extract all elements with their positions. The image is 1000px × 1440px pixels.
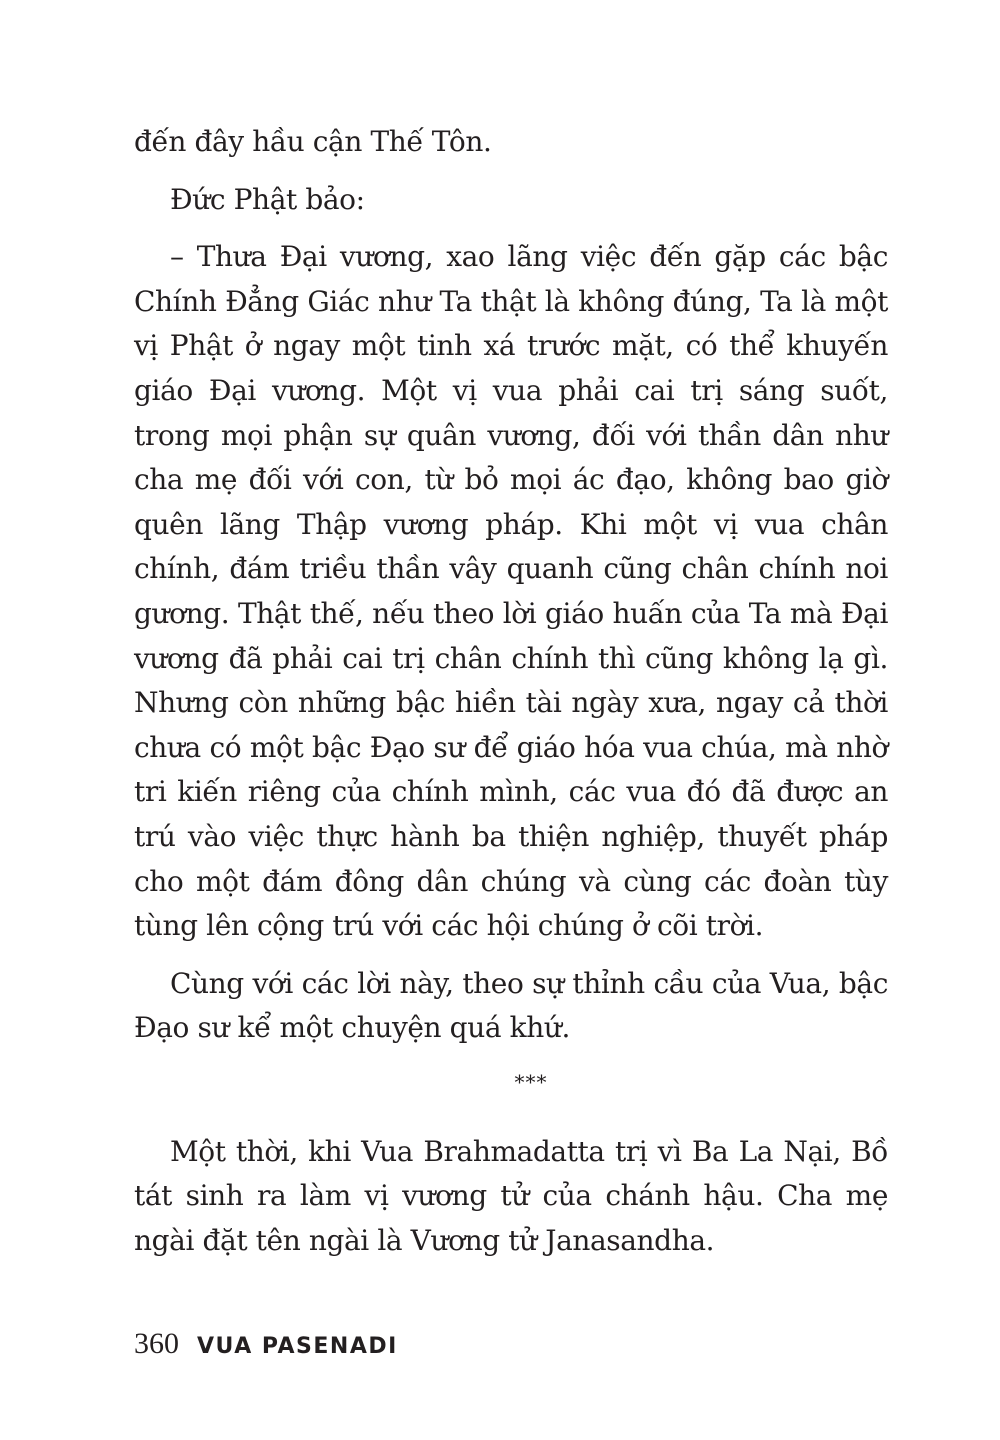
section-separator: *** [514,1069,548,1094]
paragraph-continuation: đến đây hầu cận Thế Tôn. [134,125,492,158]
paragraph-janasandha: Một thời, khi Vua Brahmadatta trị vì Ba La Nại, Bồ tát sinh ra làm vị vương tử của chánh hậu. Cha mẹ ngài đặt tên ngài là Vương tử Janasandha. [134,1134,888,1258]
paragraph-buddha-speech: – Thưa Đại vương, xao lãng việc đến gặp các bậc Chính Đẳng Giác như Ta thật là không đúng, Ta là một vị Phật ở ngay một tinh xá trước mặt, có thể khuyến giáo Đại vương. Một vị vua phải cai trị sáng suốt, trong mọi phận sự quân vương, đối với thần dân như cha mẹ đối với con, từ bỏ mọi ác đạo, không bao giờ quên lãng Thập vương pháp. Khi một vị vua chân chính, đám triều thần vây quanh cũng chân chính noi gương. Thật thế, nếu theo lời giáo huấn của Ta mà Đại vương đã phải cai trị chân chính thì cũng không lạ gì. Nhưng còn những bậc hiền tài ngày xưa, ngay cả thời chưa có một bậc Đạo sư để giáo hóa vua chúa, mà nhờ tri kiến riêng của chính mình, các vua đó đã được an trú vào việc thực hành ba thiện nghiệp, thuyết pháp cho một đám đông dân chúng và cùng các đoàn tùy tùng lên cộng trú với các hội chúng ở cõi trời. [134,240,888,943]
page-number: 360 [134,1327,179,1360]
page-footer [134,1322,398,1366]
running-head: VUA PASENADI [197,1334,398,1359]
paragraph-past-story-intro: Cùng với các lời này, theo sự thỉnh cầu của Vua, bậc Đạo sư kể một chuyện quá khứ. [134,966,888,1045]
page-body [134,120,888,1264]
paragraph-buddha-said: Đức Phật bảo: [170,182,365,216]
